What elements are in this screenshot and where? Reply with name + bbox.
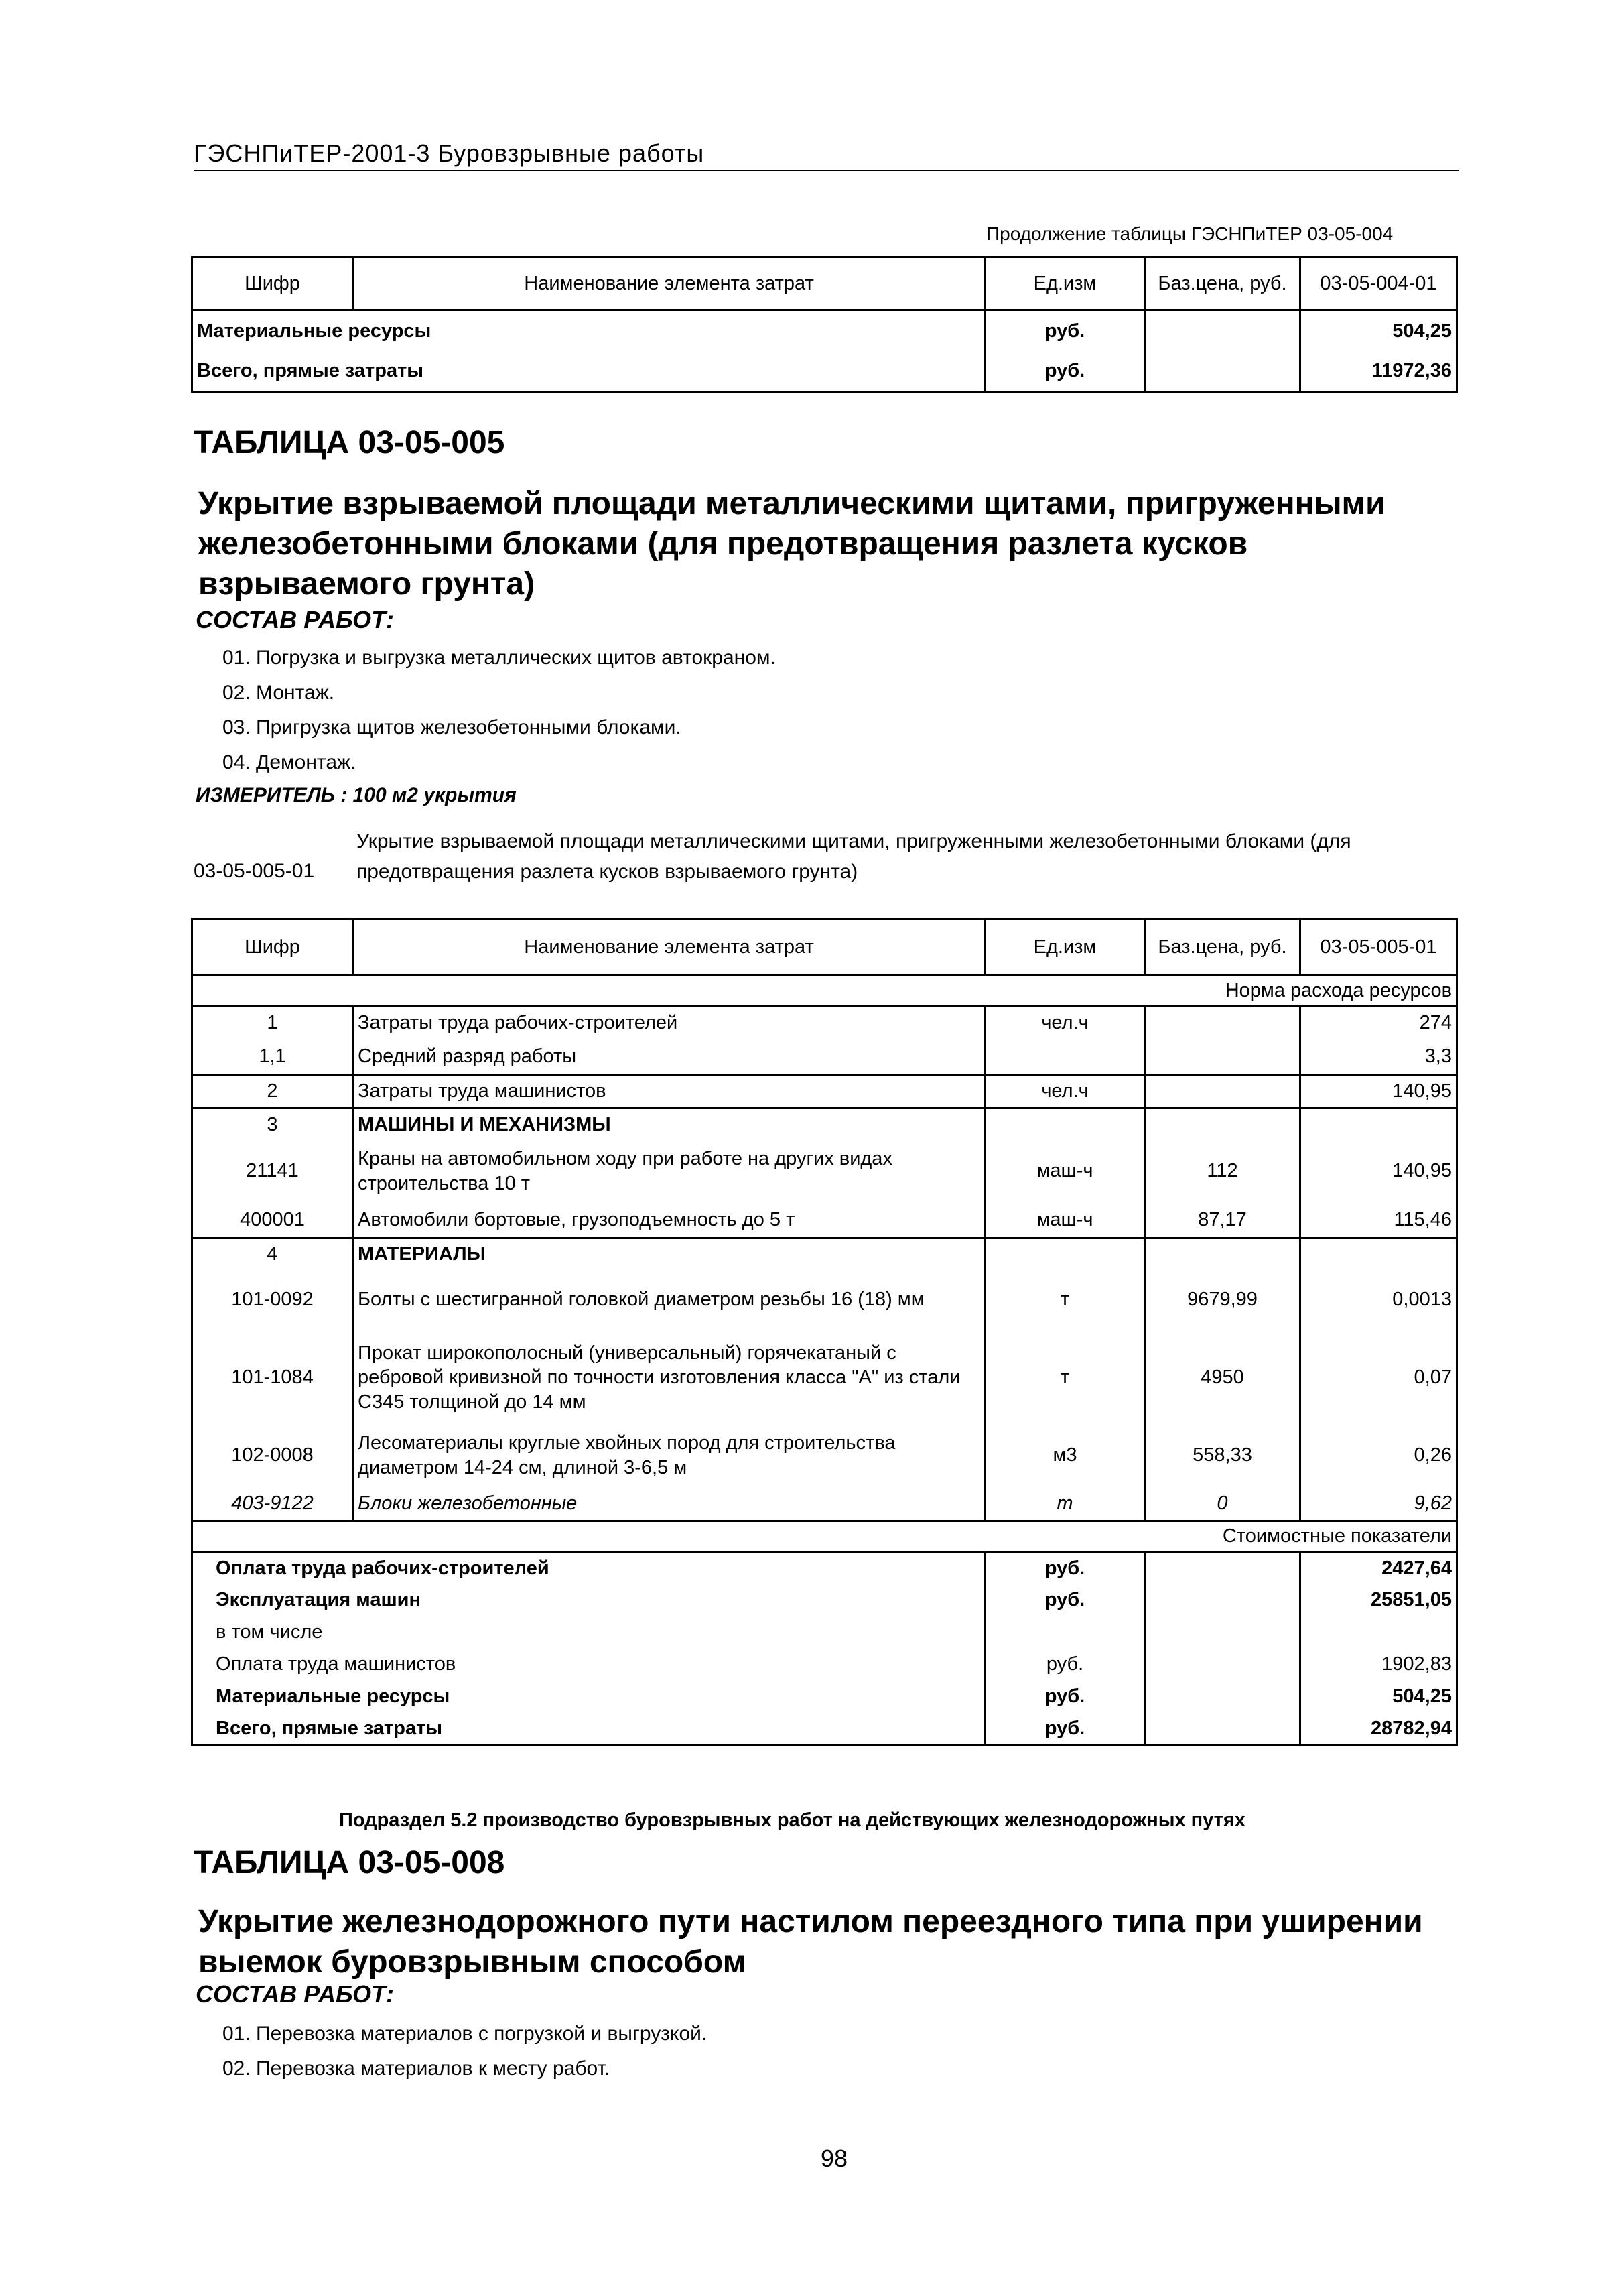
row-price xyxy=(1145,1108,1300,1141)
row-unit: маш-ч xyxy=(986,1202,1145,1238)
row-unit: м3 xyxy=(986,1425,1145,1486)
cost-value: 504,25 xyxy=(1300,1681,1457,1713)
row-price xyxy=(1145,1007,1300,1039)
row-value: 115,46 xyxy=(1300,1202,1457,1238)
row-code: 101-0092 xyxy=(192,1269,353,1331)
cost-row xyxy=(192,1584,1457,1616)
cost-unit: руб. xyxy=(986,1649,1145,1681)
row-code: 102-0008 xyxy=(192,1425,353,1486)
table-row xyxy=(192,1075,1457,1108)
table-row xyxy=(192,1238,1457,1269)
header-unit: Ед.изм xyxy=(986,919,1145,976)
header-code: Шифр xyxy=(192,257,353,310)
header-code: Шифр xyxy=(192,919,353,976)
cost-row xyxy=(192,1616,1457,1649)
table-row xyxy=(192,1202,1457,1238)
cost-price xyxy=(1145,1713,1300,1745)
measure-label: ИЗМЕРИТЕЛЬ : xyxy=(196,784,348,806)
header-column-code: 03-05-005-01 xyxy=(1300,919,1457,976)
row-code: 3 xyxy=(192,1108,353,1141)
row-unit: чел.ч xyxy=(986,1007,1145,1039)
row-value xyxy=(1300,1238,1457,1269)
row-unit: т xyxy=(986,1331,1145,1425)
continuation-table xyxy=(191,256,1458,393)
cost-unit xyxy=(986,1616,1145,1649)
table-row xyxy=(192,1269,1457,1331)
composition-item: 01. Погрузка и выгрузка металлических щитов автокраном. xyxy=(222,647,776,669)
header-price: Баз.цена, руб. xyxy=(1145,257,1300,310)
row-code: 400001 xyxy=(192,1202,353,1238)
row-name: Лесоматериалы круглые хвойных пород для строительства диаметром 14-24 см, длиной 3-6,5 м xyxy=(353,1425,986,1486)
cost-caption-row xyxy=(192,1521,1457,1552)
row-value: 140,95 xyxy=(1300,1075,1457,1108)
row-unit xyxy=(986,1039,1145,1075)
table-row xyxy=(192,1486,1457,1521)
cost-label: Оплата труда рабочих-строителей xyxy=(192,1552,986,1584)
continuation-caption: Продолжение таблицы ГЭСНПиТЕР 03-05-004 xyxy=(986,223,1394,244)
row-unit: т xyxy=(986,1269,1145,1331)
row-unit: руб. xyxy=(986,351,1145,392)
row-code: 403-9122 xyxy=(192,1486,353,1521)
row-value xyxy=(1300,1108,1457,1141)
row-name: Блоки железобетонные xyxy=(353,1486,986,1521)
row-code: 2 xyxy=(192,1075,353,1108)
row-value: 140,95 xyxy=(1300,1141,1457,1202)
cost-price xyxy=(1145,1681,1300,1713)
row-unit xyxy=(986,1238,1145,1269)
row-value: 0,0013 xyxy=(1300,1269,1457,1331)
measure xyxy=(196,784,517,807)
position-code: 03-05-005-01 xyxy=(194,860,315,882)
header-column-code: 03-05-004-01 xyxy=(1300,257,1457,310)
row-label: Всего, прямые затраты xyxy=(192,351,986,392)
row-unit: маш-ч xyxy=(986,1141,1145,1202)
row-name: Автомобили бортовые, грузоподъемность до 5 т xyxy=(353,1202,986,1238)
cost-row xyxy=(192,1713,1457,1745)
position-description: Укрытие взрываемой площади металлическими щитами, пригруженными железобетонными блоками (для предотвращения разлета кусков взрываемого грунта) xyxy=(356,830,1351,883)
table-title: ТАБЛИЦА 03-05-005 xyxy=(194,425,505,460)
cost-label: Материальные ресурсы xyxy=(192,1681,986,1713)
cost-value: 2427,64 xyxy=(1300,1552,1457,1584)
cost-price xyxy=(1145,1584,1300,1616)
measure-value: 100 м2 укрытия xyxy=(352,784,517,806)
cost-label: Всего, прямые затраты xyxy=(192,1713,986,1745)
table-row xyxy=(192,1331,1457,1425)
page-number: 98 xyxy=(821,2145,848,2172)
row-value: 0,07 xyxy=(1300,1331,1457,1425)
cost-value: 1902,83 xyxy=(1300,1649,1457,1681)
cost-price xyxy=(1145,1649,1300,1681)
row-price xyxy=(1145,1039,1300,1075)
row-code: 4 xyxy=(192,1238,353,1269)
cost-unit: руб. xyxy=(986,1681,1145,1713)
row-unit: т xyxy=(986,1486,1145,1521)
header-unit: Ед.изм xyxy=(986,257,1145,310)
cost-price xyxy=(1145,1616,1300,1649)
row-unit: руб. xyxy=(986,310,1145,351)
row-price: 0 xyxy=(1145,1486,1300,1521)
composition-title: СОСТАВ РАБОТ: xyxy=(196,606,394,633)
cost-unit: руб. xyxy=(986,1552,1145,1584)
cost-value: 25851,05 xyxy=(1300,1584,1457,1616)
row-value: 3,3 xyxy=(1300,1039,1457,1075)
row-unit: чел.ч xyxy=(986,1075,1145,1108)
cost-unit: руб. xyxy=(986,1584,1145,1616)
row-price xyxy=(1145,1238,1300,1269)
row-name: МАШИНЫ И МЕХАНИЗМЫ xyxy=(353,1108,986,1141)
header-price: Баз.цена, руб. xyxy=(1145,919,1300,976)
composition-item: 01. Перевозка материалов с погрузкой и выгрузкой. xyxy=(222,2023,707,2045)
cost-price xyxy=(1145,1552,1300,1584)
row-name: МАТЕРИАЛЫ xyxy=(353,1238,986,1269)
row-price: 558,33 xyxy=(1145,1425,1300,1486)
row-code: 21141 xyxy=(192,1141,353,1202)
table-row xyxy=(192,310,1457,351)
row-price xyxy=(1145,310,1300,351)
cost-row xyxy=(192,1552,1457,1584)
row-price: 87,17 xyxy=(1145,1202,1300,1238)
row-price: 4950 xyxy=(1145,1331,1300,1425)
row-name: Затраты труда машинистов xyxy=(353,1075,986,1108)
cost-caption: Стоимостные показатели xyxy=(192,1521,1457,1552)
header-name: Наименование элемента затрат xyxy=(353,257,986,310)
resource-table xyxy=(191,918,1458,1746)
row-name: Средний разряд работы xyxy=(353,1039,986,1075)
norm-caption-row xyxy=(192,976,1457,1007)
row-price xyxy=(1145,1075,1300,1108)
composition-item: 02. Перевозка материалов к месту работ. xyxy=(222,2057,610,2080)
row-name: Болты с шестигранной головкой диаметром резьбы 16 (18) мм xyxy=(353,1269,986,1331)
header-rule xyxy=(194,170,1459,171)
table-description: Укрытие железнодорожного пути настилом переездного типа при уширении выемок буровзрывным способом xyxy=(198,1904,1423,1980)
cost-label: Эксплуатация машин xyxy=(192,1584,986,1616)
row-code: 101-1084 xyxy=(192,1331,353,1425)
table-row xyxy=(192,1425,1457,1486)
row-value: 9,62 xyxy=(1300,1486,1457,1521)
row-code: 1 xyxy=(192,1007,353,1039)
subsection-heading: Подраздел 5.2 производство буровзрывных работ на действующих железнодорожных путях xyxy=(339,1809,1245,1831)
table-row xyxy=(192,1141,1457,1202)
cost-value xyxy=(1300,1616,1457,1649)
row-value: 274 xyxy=(1300,1007,1457,1039)
cost-row xyxy=(192,1681,1457,1713)
row-unit xyxy=(986,1108,1145,1141)
row-price xyxy=(1145,351,1300,392)
composition-item: 03. Пригрузка щитов железобетонными блоками. xyxy=(222,716,681,739)
row-value: 11972,36 xyxy=(1300,351,1457,392)
composition-item: 04. Демонтаж. xyxy=(222,751,356,773)
table-row xyxy=(192,351,1457,392)
norm-caption: Норма расхода ресурсов xyxy=(192,976,1457,1007)
header-name: Наименование элемента затрат xyxy=(353,919,986,976)
table-header-row xyxy=(192,257,1457,310)
composition-item: 02. Монтаж. xyxy=(222,682,335,704)
cost-label: Оплата труда машинистов xyxy=(192,1649,986,1681)
table-header-row xyxy=(192,919,1457,976)
row-value: 0,26 xyxy=(1300,1425,1457,1486)
cost-value: 28782,94 xyxy=(1300,1713,1457,1745)
row-value: 504,25 xyxy=(1300,310,1457,351)
table-description: Укрытие взрываемой площади металлическими щитами, пригруженными железобетонными блоками (для предотвращения разлета кусков взрываемого грунта) xyxy=(198,486,1386,602)
composition-title: СОСТАВ РАБОТ: xyxy=(196,1980,394,2008)
row-name: Затраты труда рабочих-строителей xyxy=(353,1007,986,1039)
row-code: 1,1 xyxy=(192,1039,353,1075)
cost-unit: руб. xyxy=(986,1713,1145,1745)
row-price: 9679,99 xyxy=(1145,1269,1300,1331)
running-header: ГЭСНПиТЕР-2001-3 Буровзрывные работы xyxy=(194,139,705,167)
table-row xyxy=(192,1039,1457,1075)
cost-row xyxy=(192,1649,1457,1681)
table-title: ТАБЛИЦА 03-05-008 xyxy=(194,1845,505,1880)
table-row xyxy=(192,1108,1457,1141)
row-name: Прокат широкополосный (универсальный) горячекатаный с ребровой кривизной по точности изготовления класса "А" из стали С345 толщиной до 14 мм xyxy=(353,1331,986,1425)
row-name: Краны на автомобильном ходу при работе на других видах строительства 10 т xyxy=(353,1141,986,1202)
table-row xyxy=(192,1007,1457,1039)
row-price: 112 xyxy=(1145,1141,1300,1202)
cost-label: в том числе xyxy=(192,1616,986,1649)
row-label: Материальные ресурсы xyxy=(192,310,986,351)
